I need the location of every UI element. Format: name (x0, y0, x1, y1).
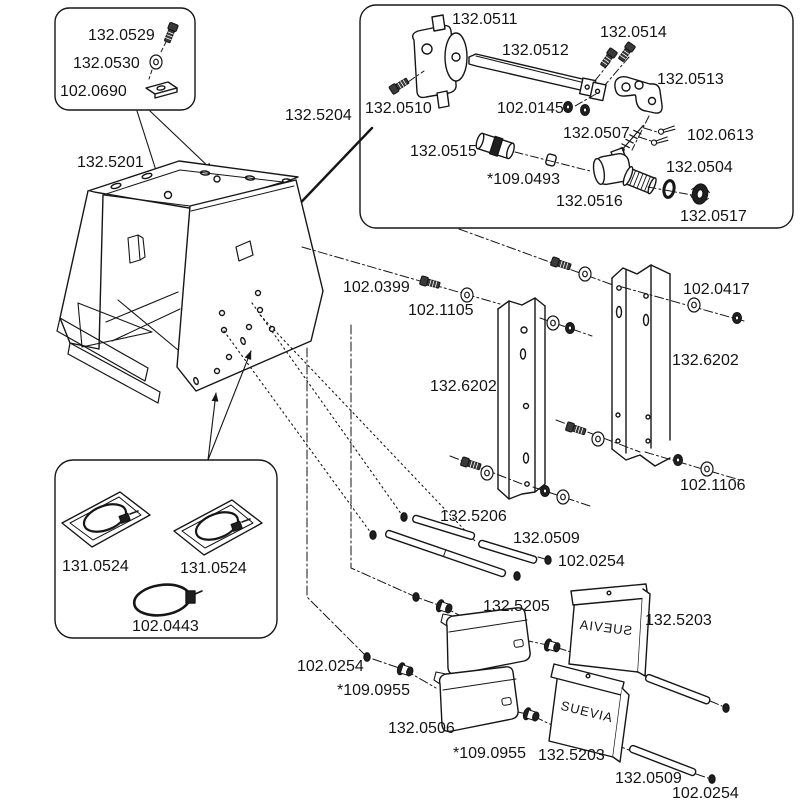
part-label-132-0515: 132.0515 (410, 143, 477, 160)
part-label-102-0254-lower: 102.0254 (672, 785, 739, 800)
part-label-132-0516: 132.0516 (556, 193, 623, 210)
mount-bracket-part (615, 77, 662, 113)
part-label-102-0399: 102.0399 (343, 279, 410, 296)
tray-part (62, 492, 150, 547)
part-label-132-0510: 132.0510 (365, 100, 432, 117)
brand-text: SUEVIA (559, 697, 615, 726)
part-label-132-6202-left: 132.6202 (430, 378, 497, 395)
grommet-glyph (435, 599, 454, 616)
valve-nut-part (689, 183, 710, 206)
part-label-102-0254-upper: 102.0254 (558, 553, 625, 570)
cap-glyph (401, 513, 407, 521)
float-shaft-part (469, 54, 606, 101)
part-label-132-5204: 132.5204 (285, 107, 352, 124)
part-label-132-0509-upper: 132.0509 (513, 530, 580, 547)
part-label-132-0530: 132.0530 (73, 55, 140, 72)
rail-right-part (612, 265, 670, 466)
washer-glyph (481, 466, 493, 480)
cap-glyph (545, 556, 551, 564)
part-label-131-0524-left: 131.0524 (62, 558, 129, 575)
part-label-132-5201: 132.5201 (77, 154, 144, 171)
cap-glyph (514, 572, 520, 580)
part-label-109-0955-left: *109.0955 (337, 682, 410, 699)
cotter-pin-glyph (658, 126, 675, 135)
part-label-102-0443: 102.0443 (132, 618, 199, 635)
bolt-glyph (550, 257, 571, 272)
washer-glyph (461, 288, 473, 302)
part-label-132-5206: 132.5206 (440, 508, 507, 525)
bolt-glyph (389, 77, 410, 95)
part-label-132-0511: 132.0511 (452, 11, 518, 28)
rail-left-part (498, 298, 545, 499)
part-label-132-0513: 132.0513 (657, 71, 724, 88)
part-label-132-0512: 132.0512 (502, 42, 569, 59)
rod-right (645, 674, 711, 705)
part-label-132-5205: 132.5205 (483, 598, 550, 615)
bolt-glyph (419, 276, 440, 290)
nut-glyph (564, 102, 573, 113)
nut-glyph (581, 105, 590, 116)
part-label-132-0507: 132.0507 (563, 125, 630, 142)
grommet-glyph (543, 638, 561, 654)
tray-part (174, 500, 262, 555)
part-label-132-0506: 132.0506 (388, 720, 455, 737)
housing-part (57, 161, 323, 403)
bolt-glyph (460, 457, 481, 472)
part-label-102-1105: 102.1105 (408, 302, 474, 319)
cap-glyph (413, 593, 419, 601)
cotter-pin-glyph (651, 137, 668, 146)
inset-box-trays (55, 351, 277, 638)
washer-glyph (701, 462, 713, 476)
part-label-132-5203-upper: 132.5203 (645, 612, 712, 629)
part-label-102-0417: 102.0417 (683, 281, 750, 298)
nut-glyph (733, 313, 742, 324)
o-ring-part (663, 180, 676, 198)
coupler-part (474, 132, 516, 161)
bolt-glyph (163, 22, 179, 43)
part-label-132-6202-right: 132.6202 (672, 352, 739, 369)
part-label-132-0504: 132.0504 (666, 159, 733, 176)
washer-glyph (557, 490, 569, 504)
washer-glyph (579, 267, 591, 281)
washer-glyph (688, 298, 700, 312)
nut-glyph (674, 455, 683, 466)
nut-glyph (566, 323, 575, 334)
part-label-132-0509-lower: 132.0509 (615, 770, 682, 787)
bolt-glyph (599, 48, 618, 69)
cover-132-5205-part (441, 608, 530, 675)
brand-text-mirrored: SUEVIA (577, 616, 634, 639)
grommet-glyph (522, 707, 541, 724)
valve-body-part (413, 15, 467, 108)
cap-glyph (723, 704, 729, 712)
part-label-102-0254-left: 102.0254 (297, 658, 364, 675)
part-label-132-5203-lower: 132.5203 (538, 747, 605, 764)
washer-glyph (150, 55, 162, 69)
hose-clamp-part (132, 581, 202, 619)
part-label-102-0145: 102.0145 (497, 100, 564, 117)
washer-glyph (547, 316, 559, 330)
part-label-102-0690: 102.0690 (60, 83, 127, 100)
washer-glyph (592, 432, 604, 446)
part-label-109-0955-right: *109.0955 (453, 745, 526, 762)
clamp-plate-glyph (146, 82, 177, 98)
cap-glyph (364, 653, 370, 661)
rod-long (385, 530, 506, 578)
part-label-132-0514: 132.0514 (600, 24, 667, 41)
part-label-132-0517: 132.0517 (680, 208, 747, 225)
cap-glyph (709, 775, 715, 783)
cap-glyph (370, 531, 376, 539)
part-label-131-0524-right: 131.0524 (180, 560, 247, 577)
part-label-109-0493: *109.0493 (487, 171, 560, 188)
part-label-102-0613: 102.0613 (687, 127, 754, 144)
valve-part (592, 148, 659, 196)
grommet-glyph (396, 662, 415, 679)
part-label-102-1106: 102.1106 (680, 477, 746, 494)
bolt-glyph (565, 422, 586, 437)
part-label-132-0529: 132.0529 (88, 27, 155, 44)
